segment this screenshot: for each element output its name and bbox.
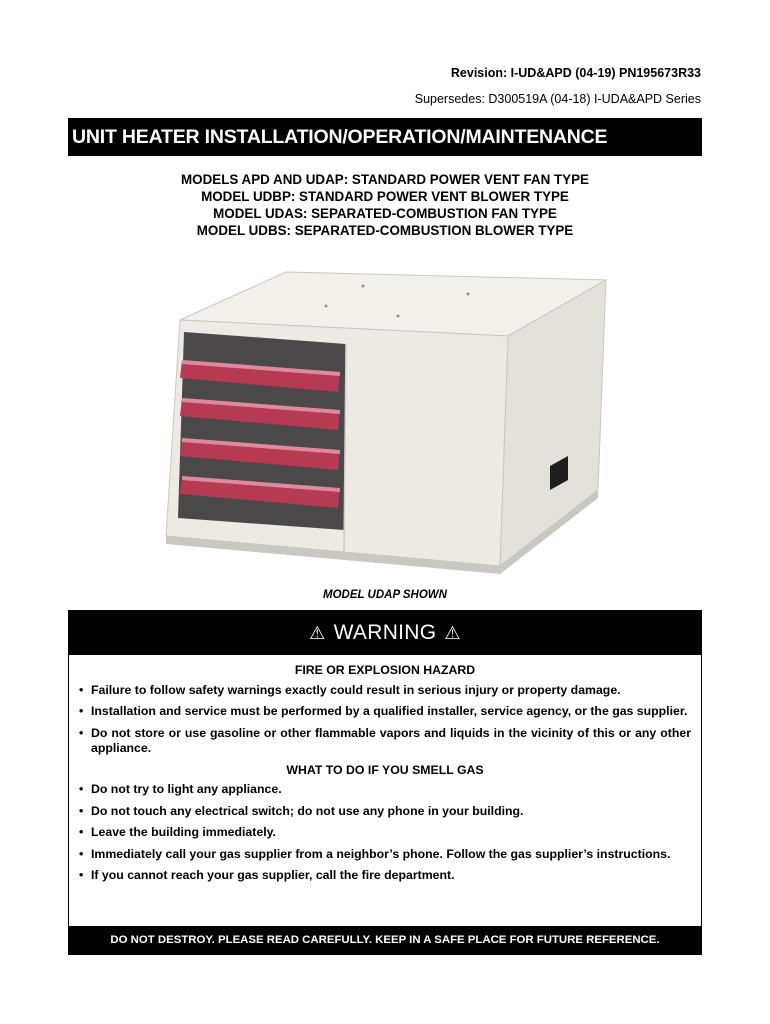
list-item: • Do not touch any electrical switch; do not use any phone in your building. [79, 804, 691, 820]
list-item: • Immediately call your gas supplier from a neighbor’s phone. Follow the gas supplier’s instructions. [79, 847, 691, 863]
warning-footer [69, 926, 701, 954]
unit-heater-photo [158, 268, 608, 583]
model-list [0, 171, 770, 239]
list-item: • If you cannot reach your gas supplier, call the fire department. [79, 868, 691, 884]
list-item: • Failure to follow safety warnings exactly could result in serious injury or property damage. [79, 683, 691, 699]
warning-triangle-icon: ⚠ [444, 622, 461, 643]
list-item: • Installation and service must be performed by a qualified installer, service agency, or the gas supplier. [79, 704, 691, 720]
warning-header [69, 611, 701, 655]
footer-text: DO NOT DESTROY. PLEASE READ CAREFULLY. KEEP IN A SAFE PLACE FOR FUTURE REFERENCE. [110, 934, 660, 946]
document-title-bar [68, 118, 702, 156]
list-item: • Do not store or use gasoline or other flammable vapors and liquids in the vicinity of this or any other appliance. [79, 726, 691, 757]
model-line: MODEL UDBP: STANDARD POWER VENT BLOWER TYPE [201, 189, 569, 204]
document-title: UNIT HEATER INSTALLATION/OPERATION/MAINTENANCE [72, 125, 608, 148]
smell-gas-list [79, 782, 691, 884]
hazard-list [79, 683, 691, 757]
image-caption: MODEL UDAP SHOWN [323, 589, 447, 601]
model-line: MODELS APD AND UDAP: STANDARD POWER VENT FAN TYPE [181, 172, 589, 187]
warning-heading: WARNING [333, 621, 437, 644]
revision-line: Revision: I-UD&APD (04-19) PN195673R33 [450, 66, 701, 80]
list-item: • Leave the building immediately. [79, 825, 691, 841]
model-line: MODEL UDAS: SEPARATED-COMBUSTION FAN TYPE [213, 206, 557, 221]
supersedes-line: Supersedes: D300519A (04-18) I-UDA&APD Series [414, 92, 701, 106]
warning-box [68, 610, 702, 955]
warning-body [69, 655, 701, 884]
model-line: MODEL UDBS: SEPARATED-COMBUSTION BLOWER TYPE [196, 223, 574, 238]
smell-gas-heading: WHAT TO DO IF YOU SMELL GAS [286, 762, 484, 777]
hazard-heading: FIRE OR EXPLOSION HAZARD [294, 663, 476, 677]
list-item: • Do not try to light any appliance. [79, 782, 691, 798]
warning-triangle-icon: ⚠ [309, 622, 326, 643]
